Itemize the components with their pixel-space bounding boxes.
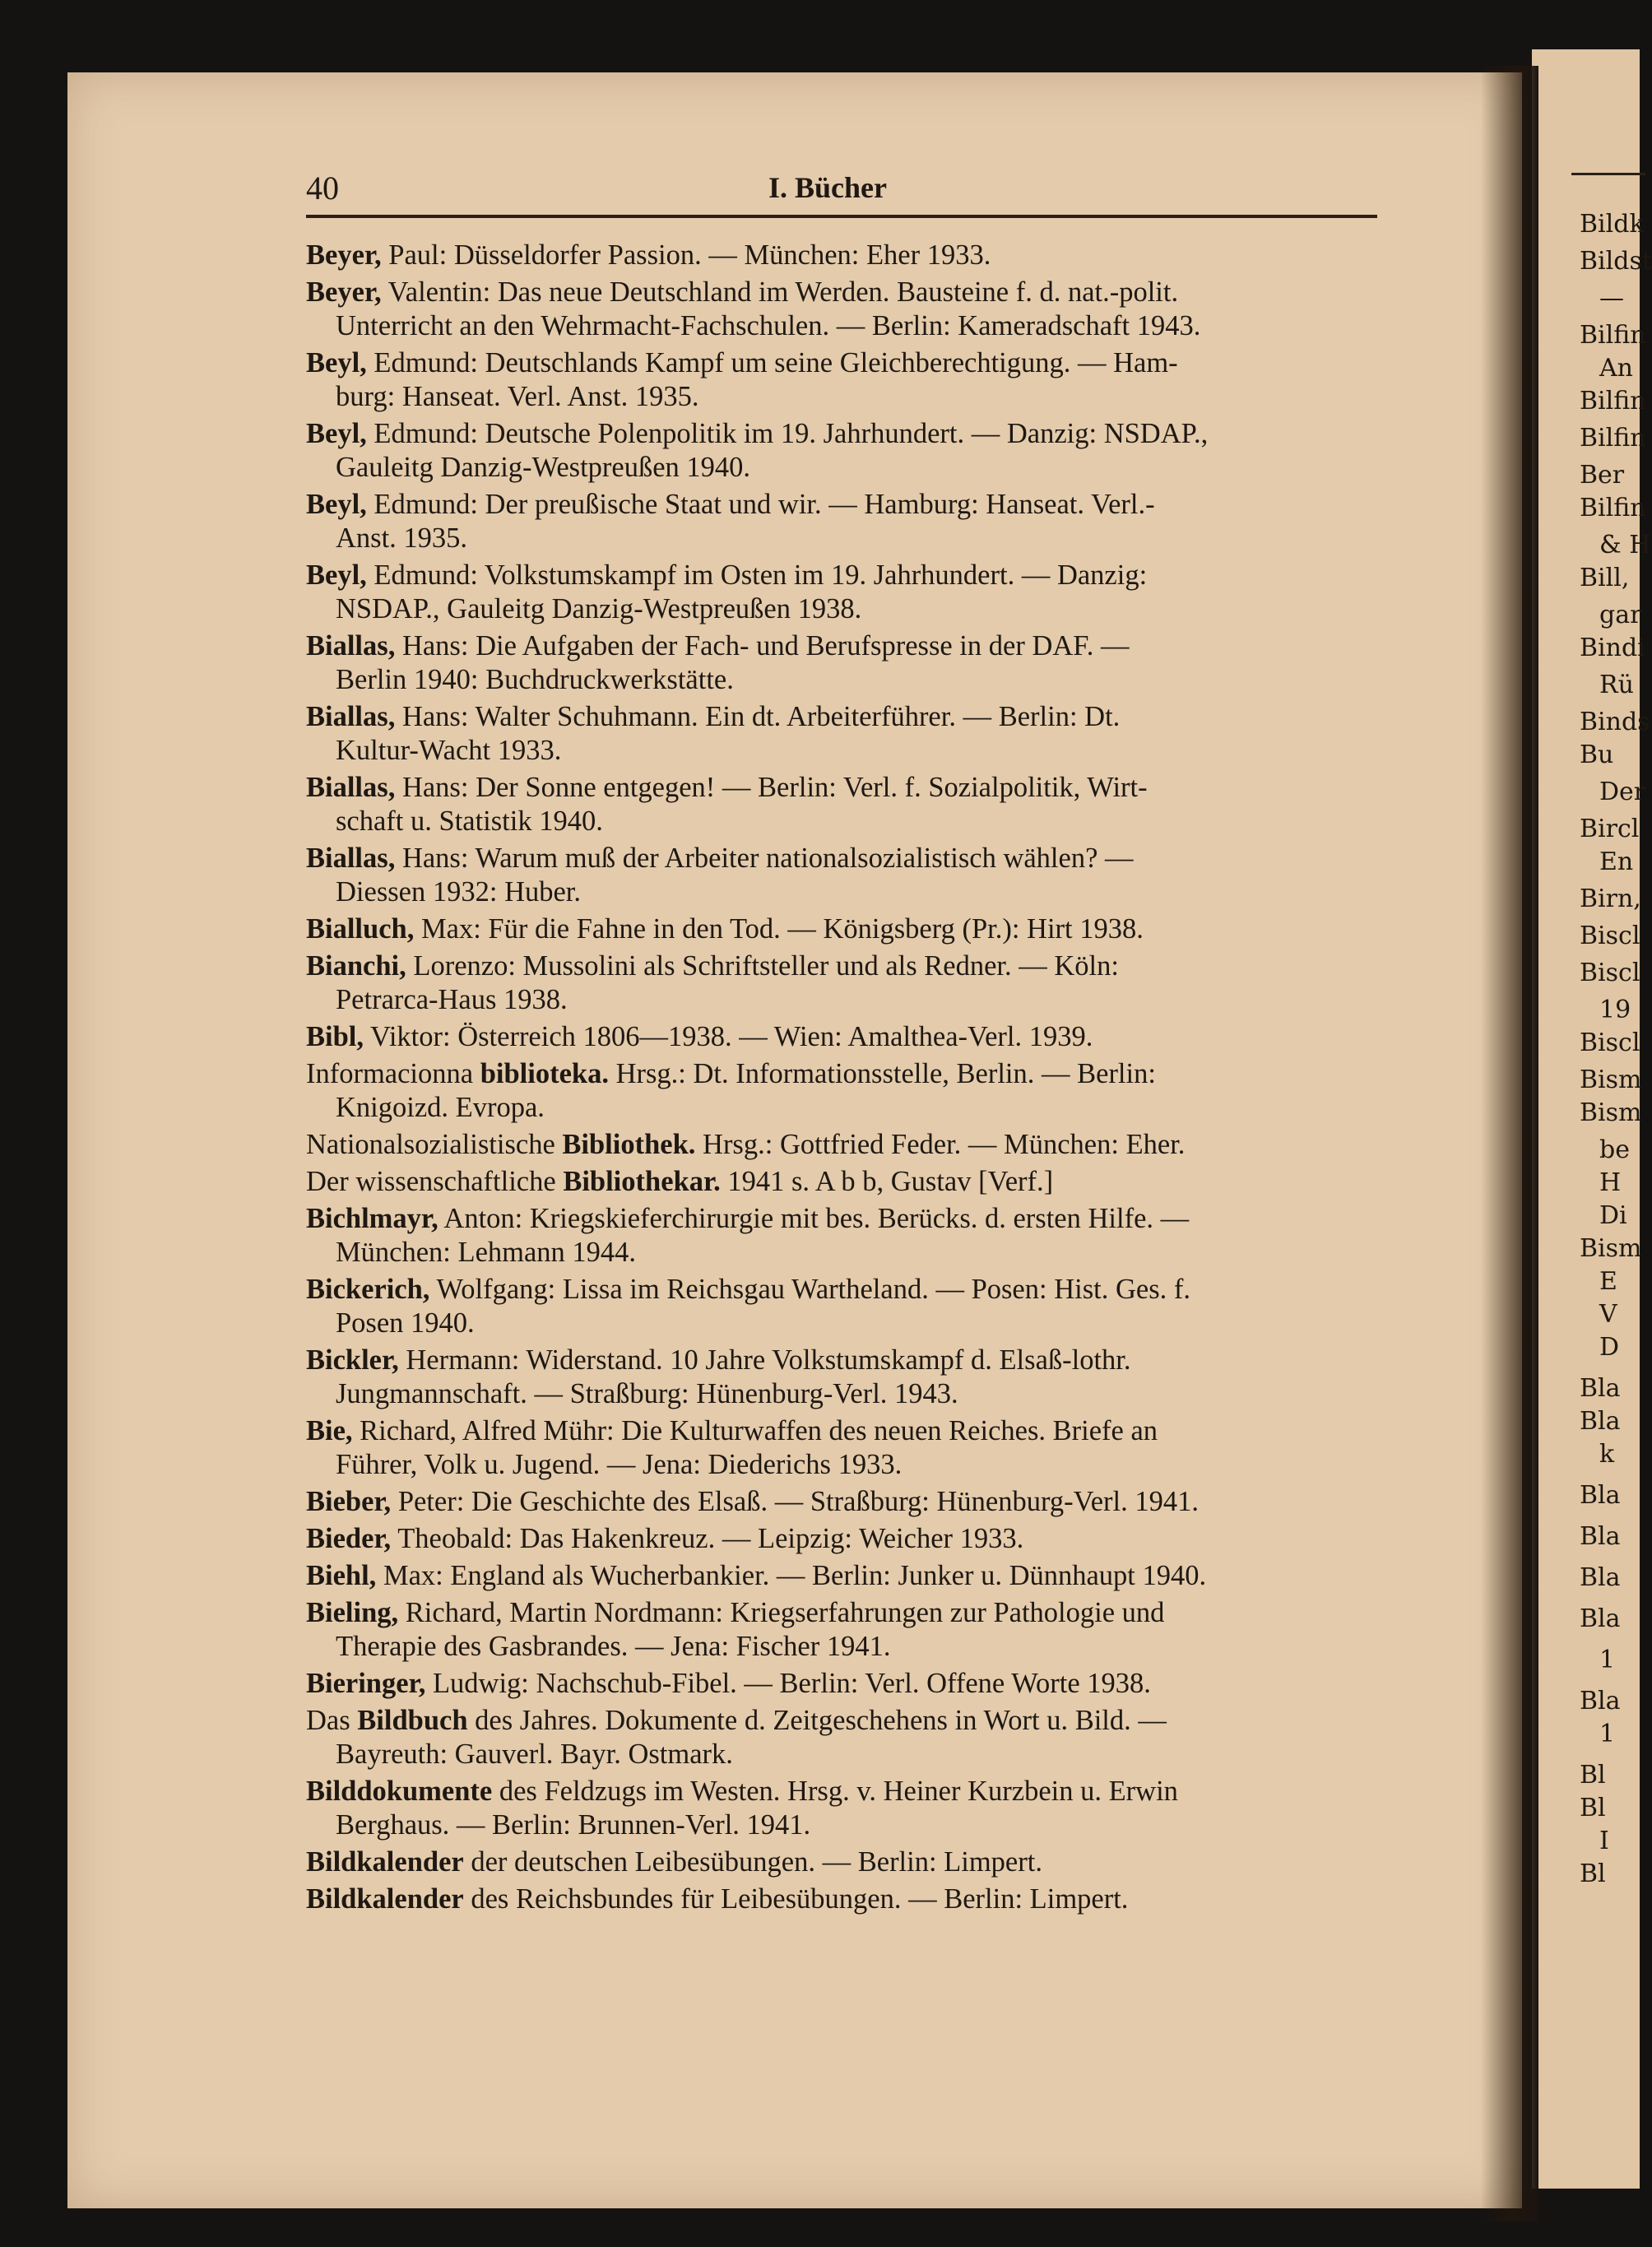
adjacent-page-fragment: An xyxy=(1599,354,1633,383)
page-gutter xyxy=(1481,66,1538,2221)
entry-headword: Bibliothek. xyxy=(562,1129,696,1160)
adjacent-page-fragment: Rü xyxy=(1599,671,1634,699)
adjacent-page-fragment: Bism xyxy=(1580,1065,1642,1094)
bibliography-entry xyxy=(306,559,1384,629)
adjacent-page-fragment: Biscl xyxy=(1580,1028,1640,1057)
entry-text: Paul: Düsseldorfer Passion. — München: Eher 1933. xyxy=(381,239,991,271)
entry-text: burg: Hanseat. Verl. Anst. 1935. xyxy=(336,381,699,412)
entry-text: Hrsg.: Gottfried Feder. — München: Eher. xyxy=(695,1129,1186,1160)
adjacent-page-fragment: Di xyxy=(1599,1201,1627,1230)
entry-prefix: Informacionna xyxy=(306,1058,480,1089)
entry-text: Hans: Warum muß der Arbeiter nationalsozialistisch wählen? — xyxy=(395,843,1134,874)
entry-headword: Bieder, xyxy=(306,1523,392,1554)
entry-headword: Biehl, xyxy=(306,1560,377,1591)
entry-first-line xyxy=(306,1845,1384,1879)
adjacent-page-fragment: Bill, xyxy=(1580,564,1630,592)
entry-headword: Beyl, xyxy=(306,347,367,378)
entry-headword: Bieringer, xyxy=(306,1668,426,1699)
adjacent-page-fragment: E xyxy=(1599,1267,1617,1296)
entry-headword: Bichlmayr, xyxy=(306,1203,439,1234)
entry-first-line xyxy=(306,1273,1384,1307)
adjacent-page-rule xyxy=(1571,173,1645,175)
entry-headword: Biallas, xyxy=(306,772,396,803)
adjacent-page-fragment: Bism xyxy=(1580,1234,1642,1263)
entry-continuation-line xyxy=(336,1630,1413,1664)
bibliography-entry xyxy=(306,1057,1384,1128)
adjacent-page-fragment: 1 xyxy=(1599,1646,1616,1674)
entry-first-line xyxy=(306,842,1384,875)
entry-prefix: Nationalsozialistische xyxy=(306,1129,563,1160)
bibliography-entry xyxy=(306,1845,1384,1883)
bibliography-entry xyxy=(306,1559,1384,1596)
entry-headword: Biallas, xyxy=(306,843,396,874)
entry-headword: Bieber, xyxy=(306,1486,392,1517)
entry-continuation-line xyxy=(336,1448,1413,1482)
entry-text: des Feldzugs im Westen. Hrsg. v. Heiner Kurzbein u. Erwin xyxy=(492,1776,1178,1807)
bibliography-entry xyxy=(306,1020,1384,1057)
entry-continuation-line xyxy=(336,1377,1413,1411)
entry-first-line xyxy=(306,1414,1384,1448)
entry-headword: Beyl, xyxy=(306,559,367,591)
adjacent-page-fragment: Bilfin xyxy=(1580,424,1646,453)
adjacent-page-fragment: gar xyxy=(1599,601,1642,629)
entry-text: Theobald: Das Hakenkreuz. — Leipzig: Weicher 1933. xyxy=(391,1523,1024,1554)
adjacent-page-fragment: I xyxy=(1599,1827,1609,1855)
adjacent-page-fragment: & H xyxy=(1599,531,1651,559)
adjacent-page-fragment: Bla xyxy=(1580,1522,1621,1551)
entry-text: Wolfgang: Lissa im Reichsgau Wartheland. — Posen: Hist. Ges. f. xyxy=(429,1274,1190,1305)
entry-headword: Bieling, xyxy=(306,1597,399,1628)
entry-first-line xyxy=(306,1522,1384,1556)
entry-continuation-line xyxy=(336,1808,1413,1842)
entry-headword: Biallas, xyxy=(306,630,396,662)
entry-first-line xyxy=(306,1165,1384,1199)
bibliography-entry xyxy=(306,1165,1384,1202)
adjacent-page-fragment: H xyxy=(1599,1168,1622,1197)
entry-first-line xyxy=(306,559,1384,592)
entry-first-line xyxy=(306,1202,1384,1236)
adjacent-page-fragment: 1 xyxy=(1599,1720,1616,1748)
adjacent-page-fragment: Binds xyxy=(1580,708,1650,736)
bibliography-entry xyxy=(306,1667,1384,1704)
entry-text: Diessen 1932: Huber. xyxy=(336,876,582,908)
adjacent-page-fragment: k xyxy=(1599,1440,1615,1469)
entry-continuation-line xyxy=(336,451,1413,485)
bibliography-entry xyxy=(306,346,1384,417)
adjacent-page-fragment: Ber xyxy=(1580,461,1625,490)
entry-headword: Beyer, xyxy=(306,239,382,271)
entry-headword: Bildbuch xyxy=(357,1705,468,1736)
entry-text: Jungmannschaft. — Straßburg: Hünenburg-Verl. 1943. xyxy=(336,1378,958,1409)
bibliography-entry xyxy=(306,276,1384,346)
bibliography-entry xyxy=(306,1128,1384,1165)
entry-first-line xyxy=(306,1559,1384,1593)
bibliography-entry xyxy=(306,1273,1384,1344)
entry-headword: Biallas, xyxy=(306,701,396,732)
entry-text: Max: England als Wucherbankier. — Berlin: Junker u. Dünnhaupt 1940. xyxy=(376,1560,1207,1591)
entry-text: Knigoizd. Evropa. xyxy=(336,1092,545,1123)
bibliography-entry xyxy=(306,1596,1384,1667)
bibliography-entry xyxy=(306,1522,1384,1559)
entry-headword: Bilddokumente xyxy=(306,1776,493,1807)
entry-headword: Bibliothekar. xyxy=(563,1166,721,1197)
entry-text: des Reichsbundes für Leibesübungen. — Berlin: Limpert. xyxy=(463,1883,1129,1915)
entry-text: Lorenzo: Mussolini als Schriftsteller und als Redner. — Köln: xyxy=(406,950,1119,982)
entry-text: Führer, Volk u. Jugend. — Jena: Diederichs 1933. xyxy=(336,1449,903,1480)
entry-headword: Bialluch, xyxy=(306,913,415,945)
entry-text: Bayreuth: Gauverl. Bayr. Ostmark. xyxy=(336,1739,733,1770)
entry-text: Edmund: Deutschlands Kampf um seine Gleichberechtigung. — Ham- xyxy=(366,347,1178,378)
adjacent-page-fragment: Bism xyxy=(1580,1098,1642,1127)
bibliography-entry xyxy=(306,488,1384,559)
adjacent-page-fragment: Bilfin xyxy=(1580,387,1646,416)
entry-first-line xyxy=(306,1667,1384,1701)
adjacent-page-fragment: Bindi xyxy=(1580,634,1645,662)
adjacent-page-fragment: Bu xyxy=(1580,740,1614,769)
entry-text: Edmund: Der preußische Staat und wir. — Hamburg: Hanseat. Verl.- xyxy=(366,489,1155,520)
entry-headword: Bickerich, xyxy=(306,1274,430,1305)
entry-text: Unterricht an den Wehrmacht-Fachschulen. — Berlin: Kameradschaft 1943. xyxy=(336,310,1201,341)
entry-text: 1941 s. A b b, Gustav [Verf.] xyxy=(720,1166,1054,1197)
entry-headword: Beyer, xyxy=(306,276,382,308)
entry-text: Kultur-Wacht 1933. xyxy=(336,735,562,766)
entry-continuation-line xyxy=(336,1307,1413,1340)
entry-continuation-line xyxy=(336,592,1413,626)
adjacent-page-fragment: Bla xyxy=(1580,1687,1621,1715)
entry-text: Gauleitg Danzig-Westpreußen 1940. xyxy=(336,452,751,483)
adjacent-page-fragment: Biscl xyxy=(1580,922,1640,950)
bibliography-entry xyxy=(306,417,1384,488)
entry-text: Anst. 1935. xyxy=(336,522,468,554)
bibliography-entry xyxy=(306,239,1384,276)
entry-prefix: Das xyxy=(306,1705,358,1736)
entry-headword: Bickler, xyxy=(306,1344,399,1376)
entry-text: Viktor: Österreich 1806—1938. — Wien: Amalthea-Verl. 1939. xyxy=(364,1021,1093,1052)
entry-continuation-line xyxy=(336,734,1413,768)
entry-text: Valentin: Das neue Deutschland im Werden. Bausteine f. d. nat.-polit. xyxy=(381,276,1179,308)
entry-first-line xyxy=(306,1596,1384,1630)
adjacent-page-fragment: Der xyxy=(1599,778,1646,806)
bibliography-entry xyxy=(306,1704,1384,1775)
entry-first-line xyxy=(306,1485,1384,1519)
entry-continuation-line xyxy=(336,309,1413,343)
entry-text: Berlin 1940: Buchdruckwerkstätte. xyxy=(336,664,734,695)
entry-continuation-line xyxy=(336,875,1413,909)
entry-text: Hans: Walter Schuhmann. Ein dt. Arbeiterführer. — Berlin: Dt. xyxy=(395,701,1121,732)
entry-continuation-line xyxy=(336,983,1413,1017)
entry-first-line xyxy=(306,1344,1384,1377)
entry-text: Hermann: Widerstand. 10 Jahre Volkstumskampf d. Elsaß-lothr. xyxy=(398,1344,1131,1376)
entry-text: Peter: Die Geschichte des Elsaß. — Straßburg: Hünenburg-Verl. 1941. xyxy=(391,1486,1199,1517)
adjacent-page-fragment: V xyxy=(1599,1300,1617,1329)
entry-headword: Beyl, xyxy=(306,418,367,449)
bibliography-list xyxy=(306,239,1384,1920)
entry-text: schaft u. Statistik 1940. xyxy=(336,805,603,837)
adjacent-page xyxy=(1532,49,1652,2189)
adjacent-page-fragment: Bircl xyxy=(1580,815,1640,843)
entry-first-line xyxy=(306,771,1384,805)
adjacent-page-fragment: Bl xyxy=(1580,1794,1606,1822)
entry-text: Max: Für die Fahne in den Tod. — Königsberg (Pr.): Hirt 1938. xyxy=(414,913,1144,945)
adjacent-page-fragment: Bla xyxy=(1580,1563,1621,1592)
bibliography-entry xyxy=(306,1775,1384,1845)
entry-first-line xyxy=(306,700,1384,734)
adjacent-page-fragment: Biscl xyxy=(1580,959,1640,987)
entry-continuation-line xyxy=(336,663,1413,697)
entry-text: Posen 1940. xyxy=(336,1307,475,1339)
page-header xyxy=(306,169,1377,218)
entry-headword: Beyl, xyxy=(306,489,367,520)
entry-first-line xyxy=(306,488,1384,522)
entry-text: Hrsg.: Dt. Informationsstelle, Berlin. — Berlin: xyxy=(608,1058,1156,1089)
bibliography-entry xyxy=(306,949,1384,1020)
adjacent-page-fragment: Bl xyxy=(1580,1859,1606,1888)
entry-text: Hans: Die Aufgaben der Fach- und Berufspresse in der DAF. — xyxy=(395,630,1130,662)
bibliography-entry xyxy=(306,912,1384,949)
entry-text: Berghaus. — Berlin: Brunnen-Verl. 1941. xyxy=(336,1809,811,1841)
entry-continuation-line xyxy=(336,805,1413,838)
adjacent-page-fragment: Bla xyxy=(1580,1374,1621,1403)
page-number: 40 xyxy=(306,169,339,207)
entry-text: der deutschen Leibesübungen. — Berlin: Limpert. xyxy=(463,1846,1042,1878)
bibliography-entry xyxy=(306,629,1384,700)
running-head: I. Bücher xyxy=(768,171,887,204)
header-rule xyxy=(306,215,1377,218)
entry-first-line xyxy=(306,1128,1384,1162)
entry-continuation-line xyxy=(336,1236,1413,1270)
entry-headword: Bianchi, xyxy=(306,950,406,982)
entry-first-line xyxy=(306,949,1384,983)
bibliography-entry xyxy=(306,1883,1384,1920)
entry-first-line xyxy=(306,239,1384,272)
entry-first-line xyxy=(306,1775,1384,1808)
entry-text: Richard, Martin Nordmann: Kriegserfahrungen zur Pathologie und xyxy=(398,1597,1165,1628)
entry-continuation-line xyxy=(336,380,1413,414)
entry-text: des Jahres. Dokumente d. Zeitgeschehens in Wort u. Bild. — xyxy=(467,1705,1167,1736)
entry-first-line xyxy=(306,1883,1384,1916)
bibliography-entry xyxy=(306,1344,1384,1414)
adjacent-page-fragment: Bl xyxy=(1580,1761,1606,1790)
adjacent-page-fragment: Bla xyxy=(1580,1481,1621,1510)
entry-continuation-line xyxy=(336,522,1413,555)
entry-first-line xyxy=(306,276,1384,309)
entry-first-line xyxy=(306,1057,1384,1091)
entry-headword: Bildkalender xyxy=(306,1846,464,1878)
adjacent-page-fragment: En xyxy=(1599,847,1634,876)
adjacent-page-fragment: 19 xyxy=(1599,996,1631,1024)
entry-first-line xyxy=(306,1704,1384,1738)
adjacent-page-fragment: Bla xyxy=(1580,1407,1621,1436)
adjacent-page-fragment: Bilfin xyxy=(1580,321,1646,350)
entry-prefix: Der wissenschaftliche xyxy=(306,1166,564,1197)
entry-text: Therapie des Gasbrandes. — Jena: Fischer 1941. xyxy=(336,1631,891,1662)
entry-headword: biblioteka. xyxy=(480,1058,609,1089)
entry-text: NSDAP., Gauleitg Danzig-Westpreußen 1938. xyxy=(336,593,862,624)
bibliography-entry xyxy=(306,1485,1384,1522)
entry-text: Edmund: Deutsche Polenpolitik im 19. Jahrhundert. — Danzig: NSDAP., xyxy=(366,418,1209,449)
entry-text: Petrarca-Haus 1938. xyxy=(336,984,568,1015)
adjacent-page-fragment: Bilfin xyxy=(1580,494,1646,522)
entry-first-line xyxy=(306,629,1384,663)
entry-first-line xyxy=(306,912,1384,946)
entry-text: Edmund: Volkstumskampf im Osten im 19. Jahrhundert. — Danzig: xyxy=(366,559,1148,591)
entry-continuation-line xyxy=(336,1738,1413,1771)
adjacent-page-fragment: Bildst xyxy=(1580,247,1652,276)
entry-first-line xyxy=(306,417,1384,451)
bibliography-entry xyxy=(306,1414,1384,1485)
entry-continuation-line xyxy=(336,1091,1413,1125)
entry-first-line xyxy=(306,1020,1384,1054)
entry-text: Ludwig: Nachschub-Fibel. — Berlin: Verl. Offene Worte 1938. xyxy=(425,1668,1151,1699)
entry-first-line xyxy=(306,346,1384,380)
adjacent-page-fragment: Bla xyxy=(1580,1604,1621,1633)
entry-text: Hans: Der Sonne entgegen! — Berlin: Verl. f. Sozialpolitik, Wirt- xyxy=(395,772,1148,803)
bibliography-entry xyxy=(306,1202,1384,1273)
entry-text: Anton: Kriegskieferchirurgie mit bes. Berücks. d. ersten Hilfe. — xyxy=(438,1203,1190,1234)
entry-headword: Bibl, xyxy=(306,1021,364,1052)
entry-headword: Bildkalender xyxy=(306,1883,464,1915)
entry-text: Richard, Alfred Mühr: Die Kulturwaffen des neuen Reiches. Briefe an xyxy=(352,1415,1158,1446)
adjacent-page-fragment: be xyxy=(1599,1135,1630,1164)
entry-text: München: Lehmann 1944. xyxy=(336,1237,637,1268)
bibliography-entry xyxy=(306,700,1384,771)
adjacent-page-fragment: — xyxy=(1599,284,1624,313)
adjacent-page-fragment: Birn, xyxy=(1580,884,1641,913)
adjacent-page-fragment: D xyxy=(1599,1333,1620,1362)
adjacent-page-fragment: Bildk xyxy=(1580,210,1645,239)
entry-headword: Bie, xyxy=(306,1415,353,1446)
bibliography-entry xyxy=(306,771,1384,842)
bibliography-entry xyxy=(306,842,1384,912)
